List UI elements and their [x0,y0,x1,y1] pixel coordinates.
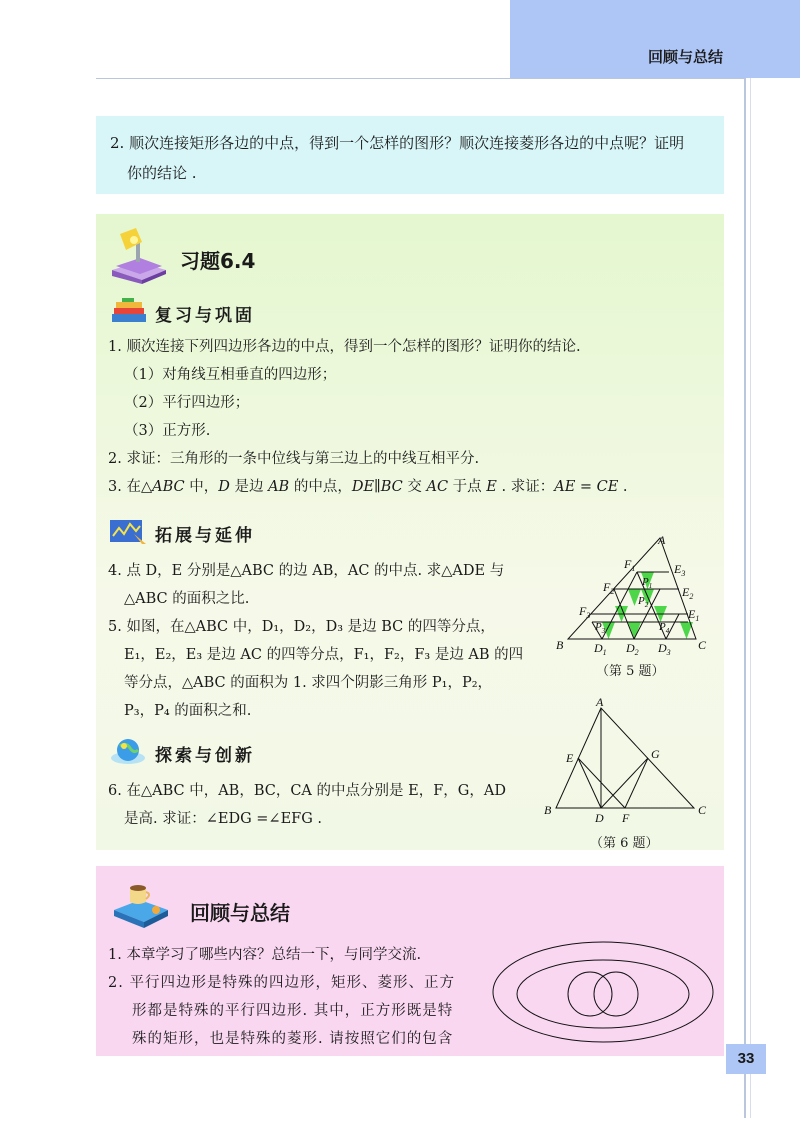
inclusion-diagram [488,936,718,1046]
header-title: 回顾与总结 [648,48,724,66]
fig5-label-d3: $D_3$ [658,641,671,657]
fig5-label-c: C [698,638,707,652]
q1-a: （1）对角线互相垂直的四边形； [124,367,337,383]
fig5-label-f1: $F_1$ [624,557,636,573]
q2-text: 2. 求证：三角形的一条中位线与第三边上的中线互相平分. [108,451,480,467]
q6-line1: 6. 在△ABC 中，AB，BC，CA 的中点分别是 E，F，G，AD [108,783,506,799]
figure-5 [548,532,718,658]
fig5-label-b: B [556,638,564,652]
fig6-caption: （第 6 题） [590,836,659,851]
fig5-caption: （第 5 题） [596,664,665,679]
coffee-book-icon [110,874,172,930]
q5-line2: E₁，E₂，E₃ 是边 AC 的四等分点，F₁，F₂，F₃ 是边 AB 的四 [124,647,524,663]
books-icon [108,298,148,326]
figure-6 [540,696,720,828]
top-question-line1: 2. 顺次连接矩形各边的中点，得到一个怎样的图形？顺次连接菱形各边的中点呢？证明 [110,134,685,152]
fig6-label-d: D [595,811,604,825]
summary-item-2-line1: 2. 平行四边形是特殊的四边形，矩形、菱形、正方 [108,975,455,991]
fig5-label-d1: $D_1$ [594,641,607,657]
q5-line3: 等分点，△ABC 的面积为 1. 求四个阴影三角形 P₁，P₂， [124,675,493,691]
fig6-label-f: F [622,811,630,825]
q5-line1: 5. 如图，在△ABC 中，D₁，D₂，D₃ 是边 BC 的四等分点， [108,619,495,635]
q1-c: （3）正方形. [124,423,211,439]
lamp-book-icon [108,226,170,284]
explore-title: 探索与创新 [155,746,255,766]
fig5-label-p1: $P_1$ [642,576,653,590]
fig6-label-b: B [544,803,552,817]
exercise-title: 习题6.4 [180,249,256,273]
fig5-label-p2: $P_2$ [638,595,649,609]
summary-title: 回顾与总结 [190,901,290,925]
summary-item-2-line2: 形都是特殊的平行四边形. 其中，正方形既是特 [132,1003,454,1019]
top-question-line2: 你的结论 . [127,164,197,182]
q4-line1: 4. 点 D，E 分别是△ABC 的边 AB，AC 的中点. 求△ADE 与 [108,563,505,579]
q5-line4: P₃，P₄ 的面积之和. [124,703,252,719]
fig5-label-e1: $E_1$ [688,607,700,623]
fig5-label-a: A [658,533,666,547]
page-number: 33 [737,1050,755,1067]
header-rule [96,78,746,79]
side-rule-thin [750,78,751,1118]
fig5-label-d2: $D_2$ [626,641,639,657]
globe-icon [108,736,148,766]
fig5-label-f2: $F_2$ [603,580,615,596]
q3-text: 3. 在△ABC 中，D 是边 AB 的中点，DE∥BC 交 AC 于点 E . 求证：AE = CE . [108,479,628,495]
q4-line2: △ABC 的面积之比. [124,591,250,607]
fig5-label-f3: $F_3$ [579,604,591,620]
extend-title: 拓展与延伸 [155,526,255,546]
chart-icon [108,516,148,546]
fig5-label-e3: $E_3$ [674,562,686,578]
summary-item-2-line3: 殊的矩形，也是特殊的菱形. 请按照它们的包含 [132,1031,454,1047]
q1-text: 1. 顺次连接下列四边形各边的中点，得到一个怎样的图形？证明你的结论. [108,339,581,355]
q1-b: （2）平行四边形； [124,395,250,411]
fig5-label-e2: $E_2$ [682,585,694,601]
review-title: 复习与巩固 [155,306,255,326]
top-question-box [96,116,724,194]
side-rule [744,78,746,1118]
fig6-label-a: A [596,696,604,709]
fig5-label-p4: $P_4$ [659,621,670,635]
fig6-label-c: C [698,803,707,817]
fig6-label-g: G [651,747,660,761]
q6-line2: 是高. 求证：∠EDG =∠EFG . [124,811,323,827]
summary-item-1: 1. 本章学习了哪些内容？总结一下，与同学交流. [108,947,422,963]
fig5-label-p3: $P_3$ [595,621,606,635]
fig6-label-e: E [566,751,574,765]
